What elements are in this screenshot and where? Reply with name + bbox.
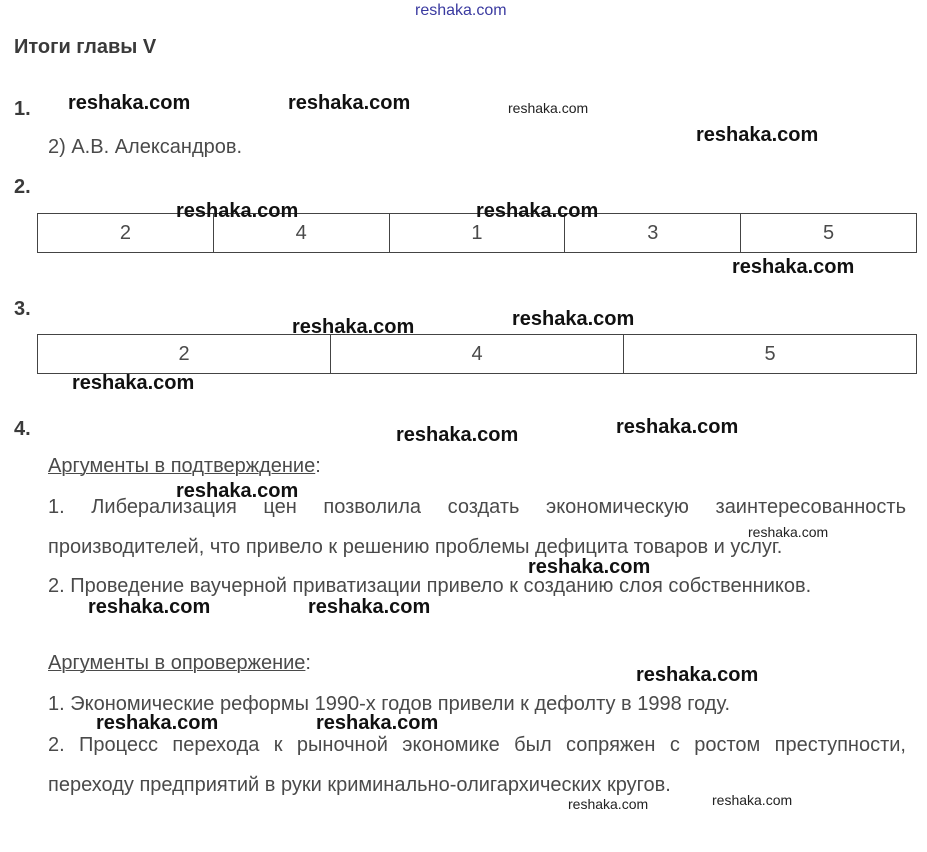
con-heading-text: Аргументы в опровержение: [48, 652, 306, 674]
watermark: reshaka.com: [88, 596, 211, 618]
watermark: reshaka.com: [696, 124, 819, 146]
con-argument-1: 1. Экономические реформы 1990-х годов привели к дефолту в 1998 году.: [48, 693, 731, 715]
watermark: reshaka.com: [292, 316, 415, 338]
watermark: reshaka.com: [396, 424, 519, 446]
watermark: reshaka.com: [415, 2, 507, 19]
watermark: reshaka.com: [288, 92, 411, 114]
table-cell: 2: [38, 214, 214, 253]
table-cell: 5: [741, 214, 917, 253]
watermark: reshaka.com: [316, 712, 439, 734]
table-cell: 3: [565, 214, 741, 253]
chapter-title: Итоги главы V: [14, 36, 157, 58]
table-cell: 5: [624, 335, 917, 374]
watermark: reshaka.com: [508, 100, 589, 116]
question-4-number: 4.: [14, 418, 31, 440]
watermark: reshaka.com: [748, 524, 829, 540]
watermark: reshaka.com: [636, 664, 759, 686]
con-argument-2: 2. Процесс перехода к рыночной экономике был сопряжен с ростом преступности, переходу предприятий в руки криминально-олигархических кругов.: [48, 734, 906, 796]
table-cell: 2: [38, 335, 331, 374]
question-3-table: [37, 334, 917, 374]
watermark: reshaka.com: [568, 796, 649, 812]
question-3-number: 3.: [14, 298, 31, 320]
table-cell: 1: [389, 214, 565, 253]
pro-argument-2: 2. Проведение ваучерной приватизации привело к созданию слоя собственников.: [48, 575, 812, 597]
watermark: reshaka.com: [176, 480, 299, 502]
question-1-answer: 2) А.В. Александров.: [48, 136, 243, 158]
pro-argument-1: 1. Либерализация цен позволила создать экономическую заинтересованность производителей, что привело к решению проблемы дефицита товаров и услуг.: [48, 496, 906, 558]
pro-arguments-heading: [48, 455, 321, 478]
watermark: reshaka.com: [96, 712, 219, 734]
heading-colon: :: [305, 652, 311, 674]
watermark: reshaka.com: [616, 416, 739, 438]
table-cell: 4: [331, 335, 624, 374]
watermark: reshaka.com: [528, 556, 651, 578]
pro-heading-text: Аргументы в подтверждение: [48, 455, 316, 477]
heading-colon: :: [315, 455, 321, 477]
watermark: reshaka.com: [512, 308, 635, 330]
watermark: reshaka.com: [68, 92, 191, 114]
table-row: [38, 335, 917, 374]
watermark: reshaka.com: [476, 200, 599, 222]
watermark: reshaka.com: [72, 372, 195, 394]
watermark: reshaka.com: [732, 256, 855, 278]
watermark: reshaka.com: [712, 792, 793, 808]
watermark: reshaka.com: [308, 596, 431, 618]
question-2-number: 2.: [14, 176, 31, 198]
table-cell: 4: [213, 214, 389, 253]
watermark: reshaka.com: [176, 200, 299, 222]
question-1-number: 1.: [14, 98, 31, 120]
con-arguments-heading: [48, 652, 311, 675]
